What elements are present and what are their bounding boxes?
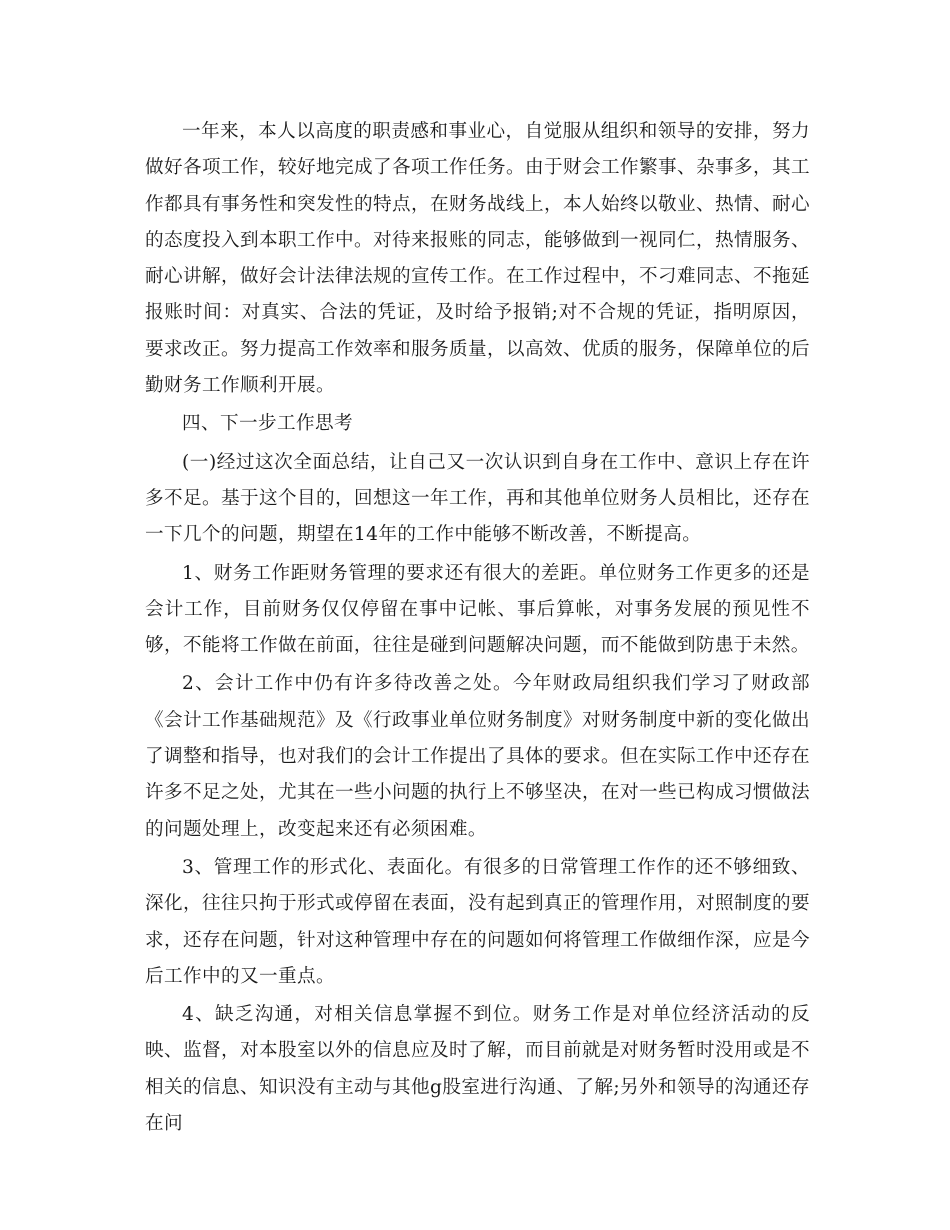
paragraph-reflection-intro: (一)经过这次全面总结，让自己又一次认识到自身在工作中、意识上存在许多不足。基于这个目的，回想这一年工作，再和其他单位财务人员相比，还存在一下几个的问题，期望在14年的工作中能够不断改善，不断提高。: [145, 451, 810, 546]
paragraph-issue-2: 2、会计工作中仍有许多待改善之处。今年财政局组织我们学习了财政部《会计工作基础规范》及《行政事业单位财务制度》对财务制度中新的变化做出了调整和指导，也对我们的会计工作提出了具体的要求。但在实际工作中还存在许多不足之处，尤其在一些小问题的执行上不够坚决，在对一些已构成习惯做法的问题处理上，改变起来还有必须困难。: [145, 673, 810, 840]
paragraph-issue-3: 3、管理工作的形式化、表面化。有很多的日常管理工作作的还不够细致、深化，往往只拘于形式或停留在表面，没有起到真正的管理作用，对照制度的要求，还存在问题，针对这种管理中存在的问题如何将管理工作做细作深，应是今后工作中的又一重点。: [145, 856, 810, 987]
section-heading-next-steps: 四、下一步工作思考: [182, 413, 353, 435]
paragraph-work-summary: 一年来，本人以高度的职责感和事业心，自觉服从组织和领导的安排，努力做好各项工作，较好地完成了各项工作任务。由于财会工作繁事、杂事多，其工作都具有事务性和突发性的特点，在财务战线上，本人始终以敬业、热情、耐心的态度投入到本职工作中。对待来报账的同志，能够做到一视同仁，热情服务、耐心讲解，做好会计法律法规的宣传工作。在工作过程中，不刁难同志、不拖延报账时间：对真实、合法的凭证，及时给予报销;对不合规的凭证，指明原因，要求改正。努力提高工作效率和服务质量，以高效、优质的服务，保障单位的后勤财务工作顺利开展。: [145, 121, 810, 397]
paragraph-issue-1: 1、财务工作距财务管理的要求还有很大的差距。单位财务工作更多的还是会计工作，目前财务仅仅停留在事中记帐、事后算帐，对事务发展的预见性不够，不能将工作做在前面，往往是碰到问题解决问题，而不能做到防患于未然。: [145, 562, 810, 657]
document-body: [145, 114, 810, 1144]
paragraph-issue-4: 4、缺乏沟通，对相关信息掌握不到位。财务工作是对单位经济活动的反映、监督，对本股室以外的信息应及时了解，而目前就是对财务暂时没用或是不相关的信息、知识没有主动与其他g股室进行沟通、了解;另外和领导的沟通还存在问: [145, 1004, 810, 1135]
